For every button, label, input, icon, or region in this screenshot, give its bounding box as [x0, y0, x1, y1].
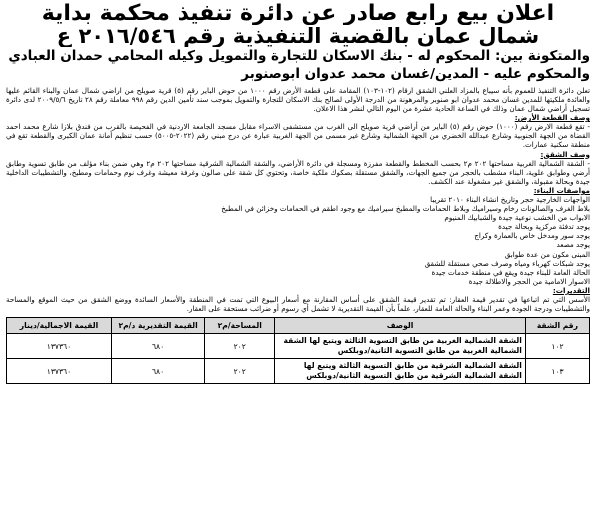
table-row [7, 334, 590, 359]
col-header-unit-no: رقم الشقة [525, 318, 589, 334]
cell-rate: ٦٨٠ [111, 334, 204, 359]
col-header-area: المساحة/م٢ [205, 318, 275, 334]
spec-item: الواجهات الخارجية حجر وتاريخ انشاء البناء ٢٠١٠ تقريبا [430, 195, 590, 205]
col-header-description: الوصف [275, 318, 526, 334]
col-header-total: القيمة الاجمالية/دينار [7, 318, 112, 334]
spec-item: المبنى مكون من عدة طوابق [504, 249, 590, 259]
cell-unit-no: ١٠٢ [525, 334, 589, 359]
col-header-rate: القيمة التقديرية د/م٢ [111, 318, 204, 334]
cell-unit-no: ١٠٣ [525, 359, 589, 384]
status-title: وصف الشقق: [540, 149, 590, 159]
spec-item: يوجد تدفئة مركزية وبحالة جيدة [498, 222, 590, 232]
spec-item: يوجد شبكات كهرباء ومياه وصرف صحي مستقلة للشقق [424, 258, 590, 268]
headline-line-2: شمال عمان بالقضية التنفيذية رقم ٢٠١٦/٥٤٦ ع [56, 25, 540, 48]
headline-line-1: اعلان بيع رابع صادر عن دائرة تنفيذ محكمة بداية [41, 2, 555, 26]
cell-total: ١٣٧٣٦٠ [7, 334, 112, 359]
cell-total: ١٣٧٣٦٠ [7, 359, 112, 384]
parties-creditor: والمتكونة بين: المحكوم له - بنك الاسكان للتجارة والتمويل وكيله المحامي حمدان العبادي [8, 48, 590, 65]
spec-item: الاسوار الامامية من الحجر والاطلالة جيدة [468, 276, 590, 286]
spec-item: الابواب من الخشب نوعية جيدة والشبابيك المنيوم [444, 213, 590, 223]
cell-description: الشقة الشمالية الشرقية من طابق التسوية الثالثة ويتبع لها الشقة الشمالية الشرقية من طابق التسوية الثانية/دوبلكس [275, 359, 526, 384]
announcement-body [6, 86, 590, 313]
cell-rate: ٦٨٠ [111, 359, 204, 384]
spec-item: بلاط الغرف والصالونات رخام وسيراميك وبلاط الحمامات والمطبخ سيراميك مع وجود اطقم في الحمامات وخزائن في المطبخ [221, 204, 590, 214]
parties-debtor: والمحكوم عليه - المدين/غسان محمد عدوان ابوصنوبر [241, 66, 590, 83]
spec-item: يوجد سور ومدخل خاص بالعمارة وكراج [474, 231, 590, 241]
spec-item: يوجد مصعد [556, 240, 590, 250]
intro-paragraph: تعلن دائرة التنفيذ للعموم بأنه سيباع بالمزاد العلني الشقق ارقام (١٠٢-١٠٣) المقامة على قطعة الأرض رقم ١٠٠٠ من حوض الباير رقم (٥) قرية صويلح من اراضي شمال عمان والبناء القائم عليها والعائدة ملكيتها للمدين غسان محمد عدوان ابو صنوبر والمرهونة من الدرجة الأولى لصالح بنك الاسكان للتجارة والتمويل بموجب سند تأمين الدين رقم ٩٩٨ معاملة رقم ٢٨ تاريخ ٢٠٠٩/٥/٦ لدى دائرة تسجيل أراضي شمال عمان وذلك في الساعة الحادية عشرة من اليوم التالي لنشر هذا الاعلان. [6, 85, 591, 114]
specs-title: مواصفات البناء: [533, 185, 590, 195]
notes-text: الأسس التي تم اتباعها في تقدير قيمة العقار: تم تقدير قيمة الشقق على أساس المقارنة مع أسعار البيوع التي تمت في المنطقة والأسعار السائدة ووضع الشقق من حيث الموقع والمساحة والتشطيبات ودرجة الجودة وعمر البناء والحالة العامة للعقار، علماً بأن القيمة التقديرية لا تشمل أي رسوم أو ضرائب مستحقة على العقار. [6, 295, 590, 314]
location-text: - تقع قطعة الارض رقم (١٠٠٠) حوض رقم (٥) الباير من أراضي قرية صويلح الى الغرب من مستشفى الاسراء مقابل مسجد الجامعة الاردنية في الفحيصة بالقرب من فندق بلازا شارع محمد احمد القضاة من الجهة الجنوبية وشارع عبدالله الخضري من الجهة الشمالية وشارع غير مسمى من الجهة الغربية عبارة عن درج مبني رقم (٢٠٢٢-٥٠٠٥) حسب تنظيم أمانة عمان الكبرى والقطعة تقع في منطقة سكنية عمارات. [6, 122, 590, 150]
table-header-row [7, 318, 590, 334]
apartments-table [6, 317, 590, 384]
table-row [7, 359, 590, 384]
cell-area: ٢٠٢ [205, 359, 275, 384]
notes-title: التقديرات: [552, 285, 590, 295]
cell-description: الشقة الشمالية الغربية من طابق التسوية الثالثة ويتبع لها الشقة الشمالية الغربية من طابق التسوية الثانية/دوبلكس [275, 334, 526, 359]
status-text: - الشقة الشمالية الغربية مساحتها ٢٠٢ م٢ بحسب المخطط والقطعة مفرزة ومسجلة في دائرة الأراضي، والشقة الشمالية الشرقية مساحتها ٢٠٢ م٢ وهي ضمن بناء مؤلف من طابق تسوية وطابق أرضي وطوابق علوية، البناء مشطب بالحجر من جميع الجهات، والشقق مستقلة بصكوك ملكية خاصة، وتحتوي كل شقة على صالون وغرفة معيشة وغرف نوم وحمامات ومطبخ، والتشطيبات الداخلية جيدة وبحالة مقبولة، والشقق غير مشغولة عند الكشف. [6, 158, 590, 186]
cell-area: ٢٠٢ [205, 334, 275, 359]
location-title: وصف القطعة الأرض: [514, 113, 590, 123]
spec-item: الحالة العامة للبناء جيدة ويقع في منطقة خدمات جيدة [431, 267, 590, 277]
